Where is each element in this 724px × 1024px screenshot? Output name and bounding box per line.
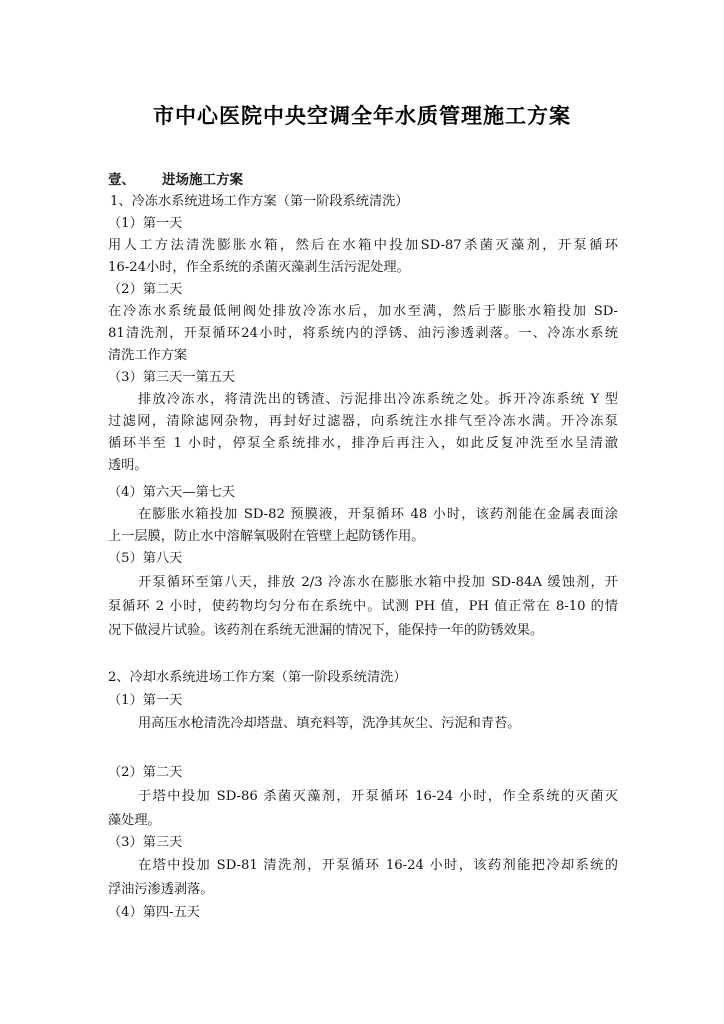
part2-step3-line2: 浮油污渗透剥落。	[108, 882, 214, 897]
part1-step2-line3: 清洗工作方案	[108, 348, 188, 363]
part1-step5-line3: 况下做浸片试验。该药剂在系统无泄漏的情况下，能保持一年的防锈效果。	[108, 623, 544, 638]
part2-step3-line1: 在塔中投加 SD-81 清洗剂，开泵循环 16-24 小时，该药剂能把冷却系统的	[138, 858, 618, 873]
part1-step3-line4: 透明。	[108, 458, 148, 473]
section-heading	[108, 169, 618, 191]
part1-step2-label: （2）第二天	[108, 282, 183, 297]
part2-step2-line1: 于塔中投加 SD-86 杀菌灭藻剂，开泵循环 16-24 小时，作全系统的灭菌灭	[138, 789, 618, 804]
part1-step4-line1: 在膨胀水箱投加 SD-82 预膜液，开泵循环 48 小时，该药剂能在金属表面涂	[138, 507, 618, 522]
part1-heading: 1、冷冻水系统进场工作方案（第一阶段系统清洗）	[110, 194, 409, 209]
part1-step3-label: （3）第三天一第五天	[108, 370, 236, 385]
part1-step5-label: （5）第八天	[108, 551, 183, 566]
part2-step4-label: （4）第四-五天	[108, 905, 200, 920]
section-title: 进场施工方案	[162, 172, 243, 188]
part1-step4-line2: 上一层膜，防止水中溶解氧吸附在管壁上起防锈作用。	[108, 529, 425, 544]
part1-step5-line1: 开泵循环至第八天，排放 2/3 冷冻水在膨胀水箱中投加 SD-84A 缓蚀剂，开	[138, 575, 618, 590]
section-number: 壹、	[108, 172, 135, 188]
part2-step2-line2: 藻处理。	[108, 813, 161, 828]
part2-heading: 2、冷却水系统进场工作方案（第一阶段系统清洗）	[108, 670, 407, 685]
document-title: 市中心医院中央空调全年水质管理施工方案	[153, 104, 571, 128]
part2-step2-label: （2）第二天	[108, 765, 183, 780]
part1-step2-line2: 81清洗剂，开泵循环24小时，将系统内的浮锈、油污渗透剥落。一、冷冻水系统	[108, 326, 618, 341]
part2-step1-label: （1）第一天	[108, 693, 183, 708]
part1-step3-line2: 过滤网，清除滤网杂物，再封好过滤器，向系统注水排气至冷冻水满。开冷冻泵	[108, 414, 618, 429]
part1-step2-line1: 在冷冻水系统最低闸阀处排放冷冻水后，加水至满，然后于膨胀水箱投加 SD-	[108, 304, 618, 319]
part2-step1-line1: 用高压水枪清洗冷却塔盘、填充料等，洗净其灰尘、污泥和青苔。	[138, 716, 521, 731]
part2-step3-label: （3）第三天	[108, 835, 183, 850]
part1-step3-line1: 排放冷冻水，将清洗出的锈渣、污泥排出冷冻系统之处。拆开冷冻系统 Y 型	[138, 392, 618, 407]
part1-step5-line2: 泵循环 2 小时，使药物均匀分布在系统中。试测 PH 值，PH 值正常在 8-10 的情	[108, 599, 618, 614]
part1-step1-label: （1）第一天	[108, 216, 183, 231]
part1-step4-label: （4）第六天—第七天	[108, 485, 236, 500]
part1-step1-line1: 用人工方法清洗膨胀水箱，然后在水箱中投加SD-87杀菌灭藻剂，开泵循环	[108, 238, 618, 253]
part1-step3-line3: 循环半至 1 小时，停泵全系统排水，排净后再注入，如此反复冲洗至水呈清澈	[108, 436, 618, 451]
part1-step1-line2: 16-24小时，作全系统的杀菌灭藻剥生活污泥处理。	[108, 260, 410, 275]
